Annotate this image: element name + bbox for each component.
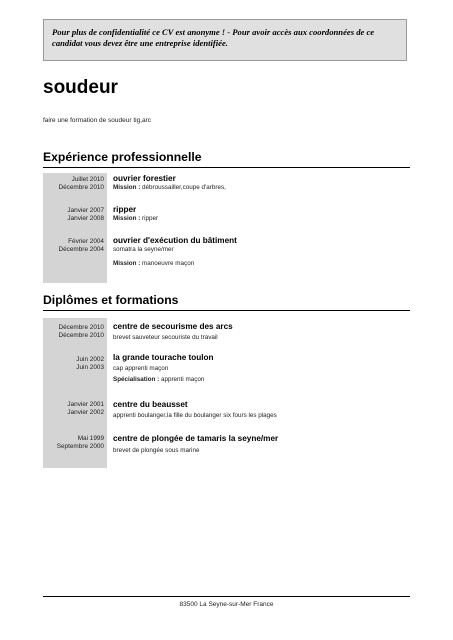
entry-detail [107, 318, 410, 350]
entry-detail [107, 203, 410, 233]
entry-detail [107, 396, 410, 432]
entry-title: ouvrier d'exécution du bâtiment [113, 236, 237, 245]
end-date: Juin 2003 [76, 364, 104, 371]
entry-detail [107, 350, 410, 396]
entry-title: ouvrier forestier [113, 174, 176, 183]
entry-line [113, 376, 410, 384]
entry-dates [43, 396, 107, 432]
entry-line-text: somatra la seyne/mer [113, 246, 174, 253]
start-date: Janvier 2007 [67, 207, 104, 214]
start-date: Décembre 2010 [58, 324, 104, 331]
end-date: Janvier 2002 [67, 409, 104, 416]
entry-line [113, 412, 410, 420]
entry-line-label: Mission : [113, 184, 141, 191]
experience-section [43, 173, 410, 283]
experience-entry [43, 173, 410, 203]
entry-line-text: débroussailler,coupe d'arbres, [140, 184, 226, 191]
entry-line-label: Mission : [113, 215, 141, 222]
footer-divider [43, 596, 410, 597]
experience-divider [43, 167, 410, 168]
entry-dates [43, 350, 107, 396]
footer-location: 83500 La Seyne-sur-Mer France [179, 601, 274, 608]
entry-line [113, 260, 410, 268]
entry-line-text: apprenti boulanger,la fille du boulanger six fours les plages [113, 412, 277, 419]
entry-dates [43, 432, 107, 468]
entry-title: centre du beausset [113, 400, 188, 409]
education-divider [43, 310, 410, 311]
education-entry [43, 350, 410, 396]
entry-detail [107, 233, 410, 283]
end-date: Janvier 2008 [67, 215, 104, 222]
cv-summary: faire une formation de soudeur tig,arc [43, 117, 152, 124]
entry-line [113, 184, 410, 192]
entry-title: centre de secourisme des arcs [113, 322, 233, 331]
entry-dates [43, 318, 107, 350]
end-date: Décembre 2004 [58, 246, 104, 253]
entry-title: ripper [113, 205, 137, 214]
start-date: Mai 1999 [77, 435, 104, 442]
anonymity-notice: Pour plus de confidentialité ce CV est anonyme ! - Pour avoir accès aux coordonnées de ce candidat vous devez être une entreprise identifiée. [43, 19, 407, 61]
entry-line [113, 447, 410, 455]
entry-dates [43, 173, 107, 203]
education-section-title: Diplômes et formations [43, 293, 179, 307]
start-date: Juillet 2010 [71, 176, 104, 183]
entry-line-text: ripper [140, 215, 159, 222]
entry-line-text: manoeuvre maçon [140, 260, 195, 267]
entry-dates [43, 203, 107, 233]
entry-title: centre de plongée de tamaris la seyne/mer [113, 434, 279, 443]
education-entry [43, 318, 410, 350]
entry-line-text: brevet sauveteur secouriste du travail [113, 334, 218, 341]
end-date: Décembre 2010 [58, 184, 104, 191]
start-date: Février 2004 [68, 238, 104, 245]
end-date: Septembre 2000 [56, 443, 104, 450]
entry-line [113, 365, 410, 373]
entry-detail [107, 432, 410, 468]
entry-line [113, 334, 410, 342]
entry-title: la grande tourache toulon [113, 353, 214, 362]
experience-entry [43, 203, 410, 233]
entry-line [113, 246, 410, 254]
experience-entry [43, 233, 410, 283]
entry-dates [43, 233, 107, 283]
entry-line-text: cap apprenti maçon [113, 365, 169, 372]
education-entry [43, 432, 410, 468]
entry-line [113, 215, 410, 223]
experience-section-title: Expérience professionnelle [43, 150, 202, 164]
start-date: Janvier 2001 [67, 401, 104, 408]
entry-detail [107, 173, 410, 203]
entry-line-text: apprenti maçon [159, 376, 205, 383]
end-date: Décembre 2010 [58, 332, 104, 339]
start-date: Juin 2002 [76, 356, 104, 363]
entry-line-label: Spécialisation : [113, 376, 160, 383]
entry-line-label: Mission : [113, 260, 141, 267]
cv-title: soudeur [43, 77, 118, 98]
education-entry [43, 396, 410, 432]
education-section [43, 318, 410, 468]
entry-line-text: brevet de plongée sous marine [113, 447, 200, 454]
